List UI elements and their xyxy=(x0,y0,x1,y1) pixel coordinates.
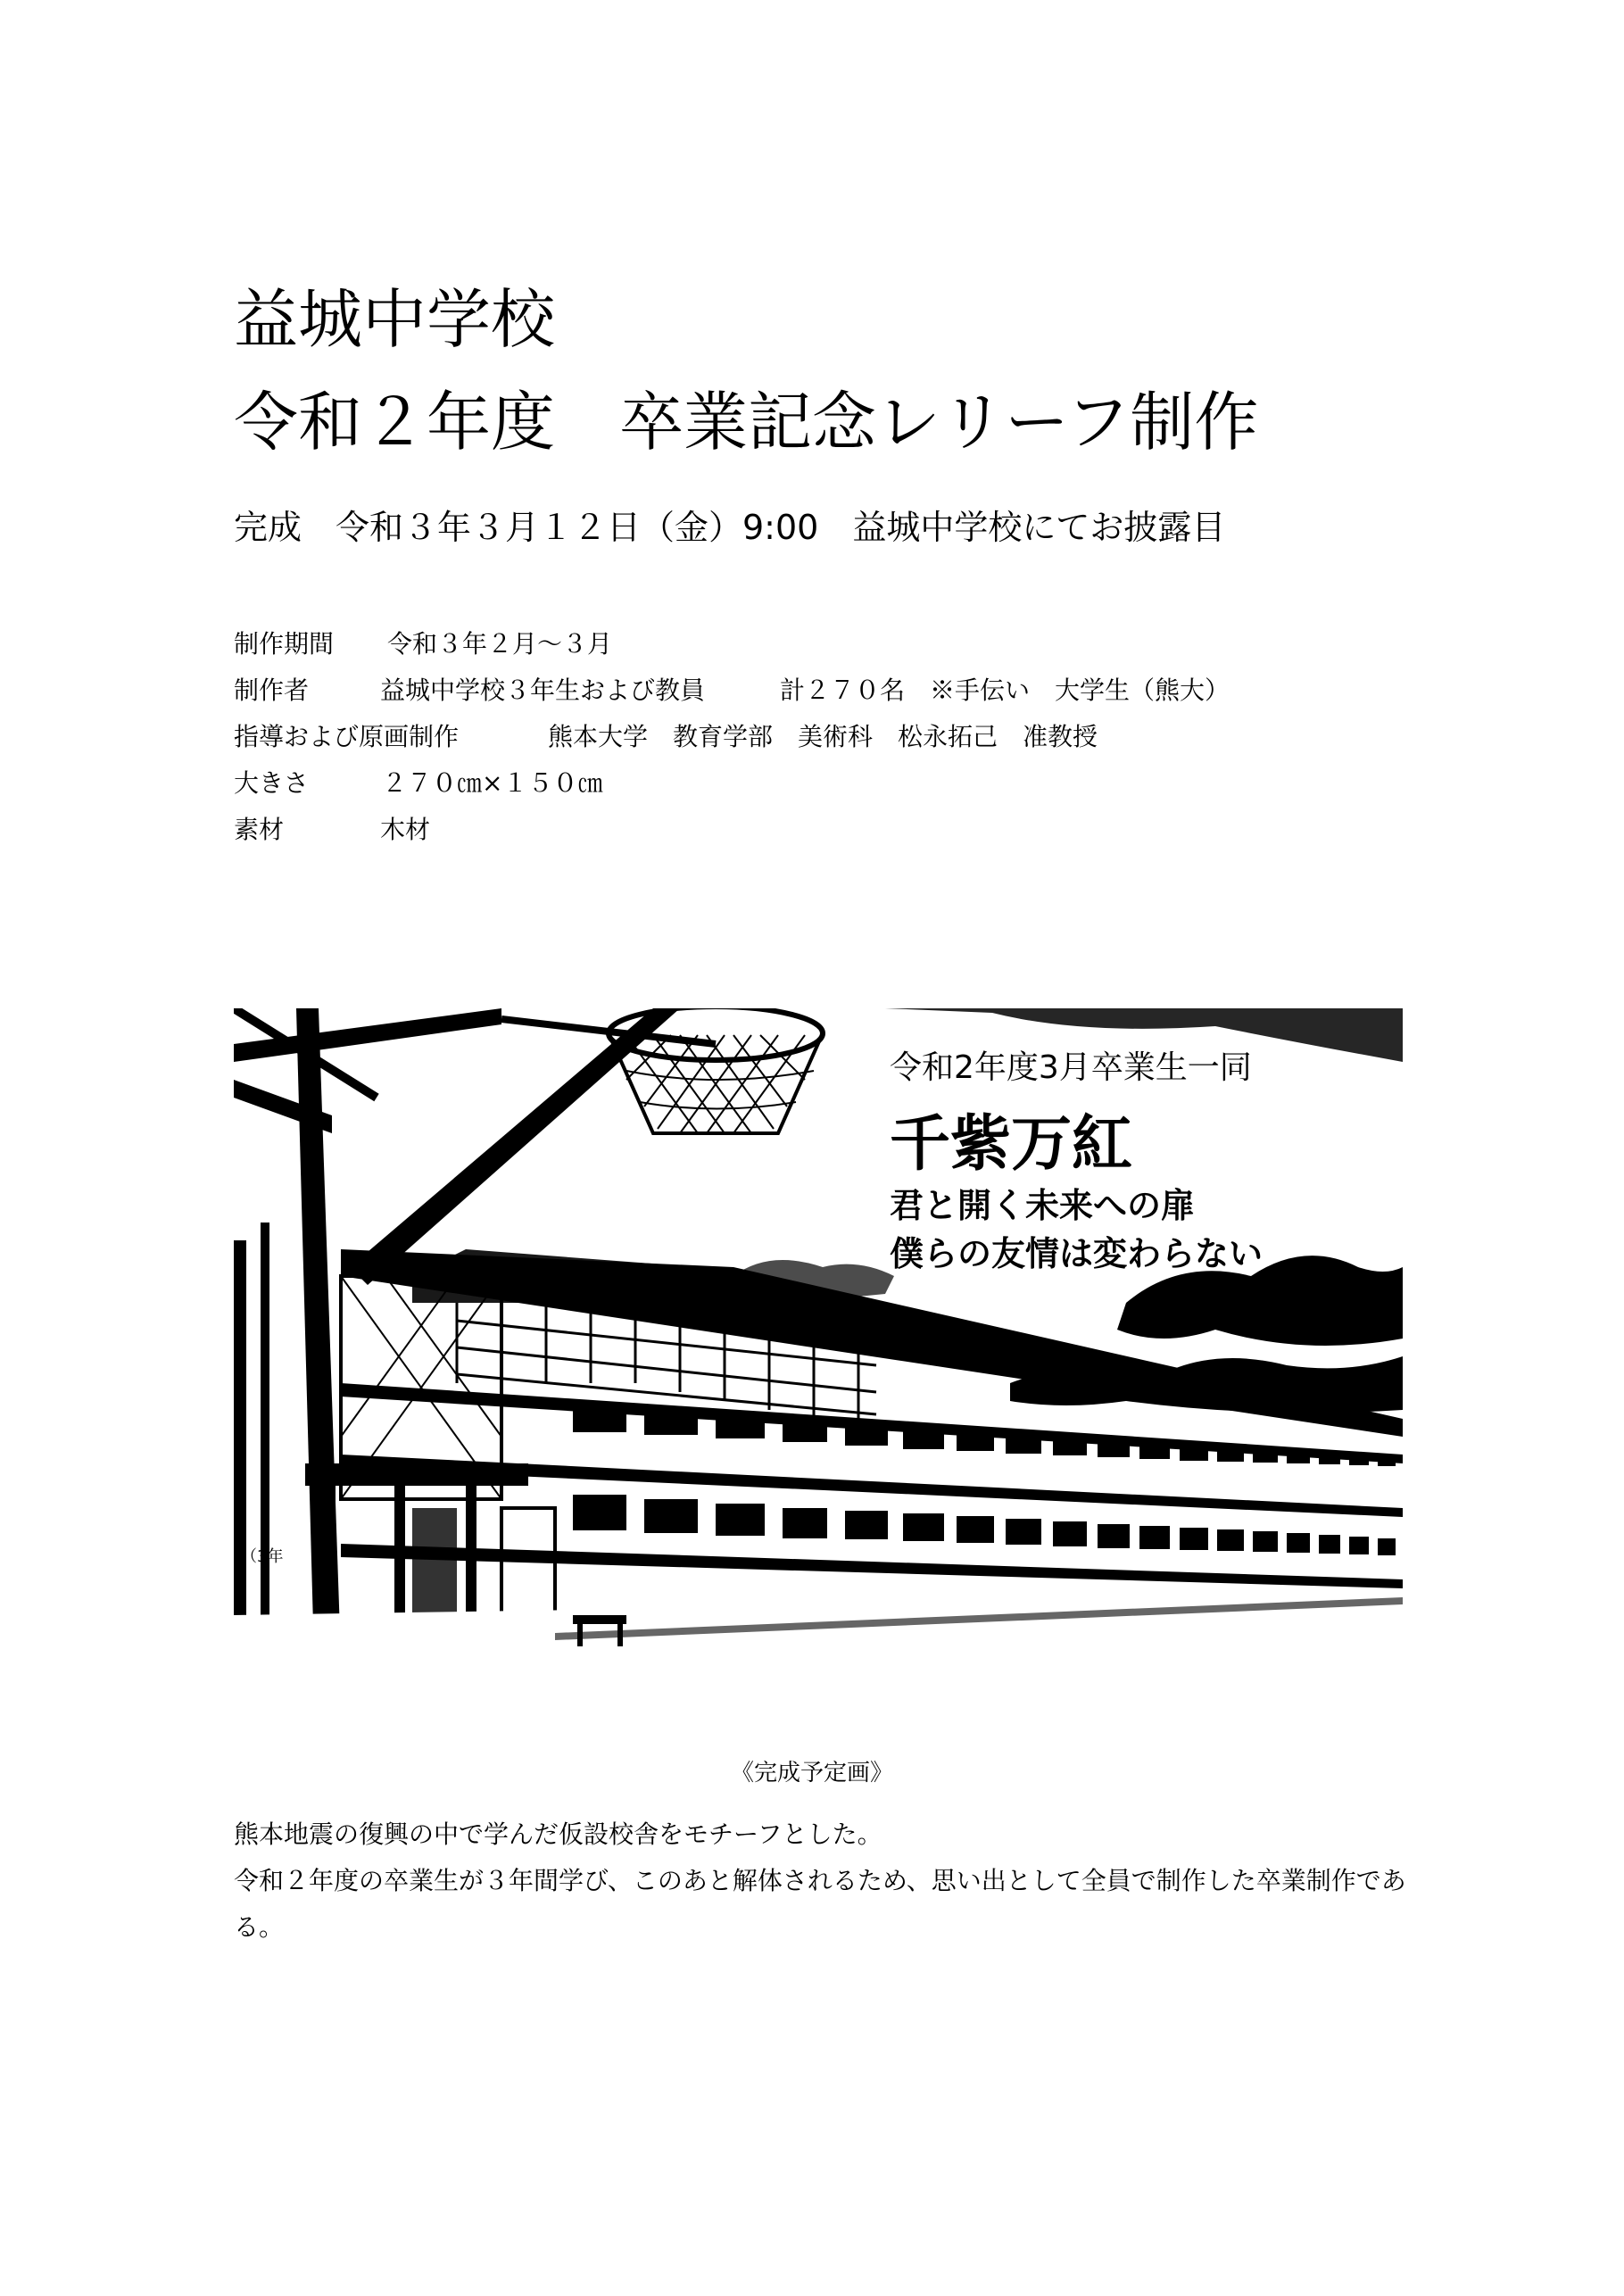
relief-phrase-1: 君と開く未来への扉 xyxy=(890,1186,1196,1225)
relief-sign-text: （3年 xyxy=(241,1547,284,1566)
completion-subtitle: 完成 令和３年３月１２日（金）9:00 益城中学校にてお披露目 xyxy=(234,508,1226,547)
info-row-material xyxy=(234,810,1230,857)
info-value: ２７０㎝×１５０㎝ xyxy=(382,768,603,798)
info-label: 大きさ xyxy=(234,768,310,798)
description-line-1: 熊本地震の復興の中で学んだ仮設校舎をモチーフとした。 xyxy=(234,1819,882,1849)
info-label: 制作期間 xyxy=(234,629,335,659)
relief-phrase-2: 僕らの友情は変わらない xyxy=(890,1234,1264,1273)
info-row-period xyxy=(234,625,1230,671)
info-row-creator xyxy=(234,671,1230,717)
relief-illustration xyxy=(234,1008,1403,1658)
info-row-supervisor xyxy=(234,717,1230,764)
info-row-size xyxy=(234,764,1230,810)
info-value: 木材 xyxy=(380,815,431,844)
info-label: 制作者 xyxy=(234,676,310,705)
description xyxy=(234,1811,1412,1951)
page-title-project: 令和２年度 卒業記念レリーフ制作 xyxy=(234,385,1259,460)
info-value: 令和３年２月～３月 xyxy=(387,629,613,659)
image-caption: 《完成予定画》 xyxy=(730,1760,893,1786)
relief-artwork xyxy=(234,1008,1403,1658)
page-title-school: 益城中学校 xyxy=(234,282,556,357)
relief-motto: 千紫万紅 xyxy=(890,1109,1133,1180)
relief-graduates-label: 令和2年度3月卒業生一同 xyxy=(890,1049,1252,1086)
info-value: 益城中学校３年生および教員 計２７０名 ※手伝い 大学生（熊大） xyxy=(380,676,1230,705)
info-list xyxy=(234,625,1230,857)
info-value: 熊本大学 教育学部 美術科 松永拓己 准教授 xyxy=(548,722,1098,751)
info-label: 指導および原画制作 xyxy=(234,722,460,751)
description-line-2: 令和２年度の卒業生が３年間学び、このあと解体されるため、思い出として全員で制作した卒業制作である。 xyxy=(234,1866,1406,1942)
info-label: 素材 xyxy=(234,815,285,844)
